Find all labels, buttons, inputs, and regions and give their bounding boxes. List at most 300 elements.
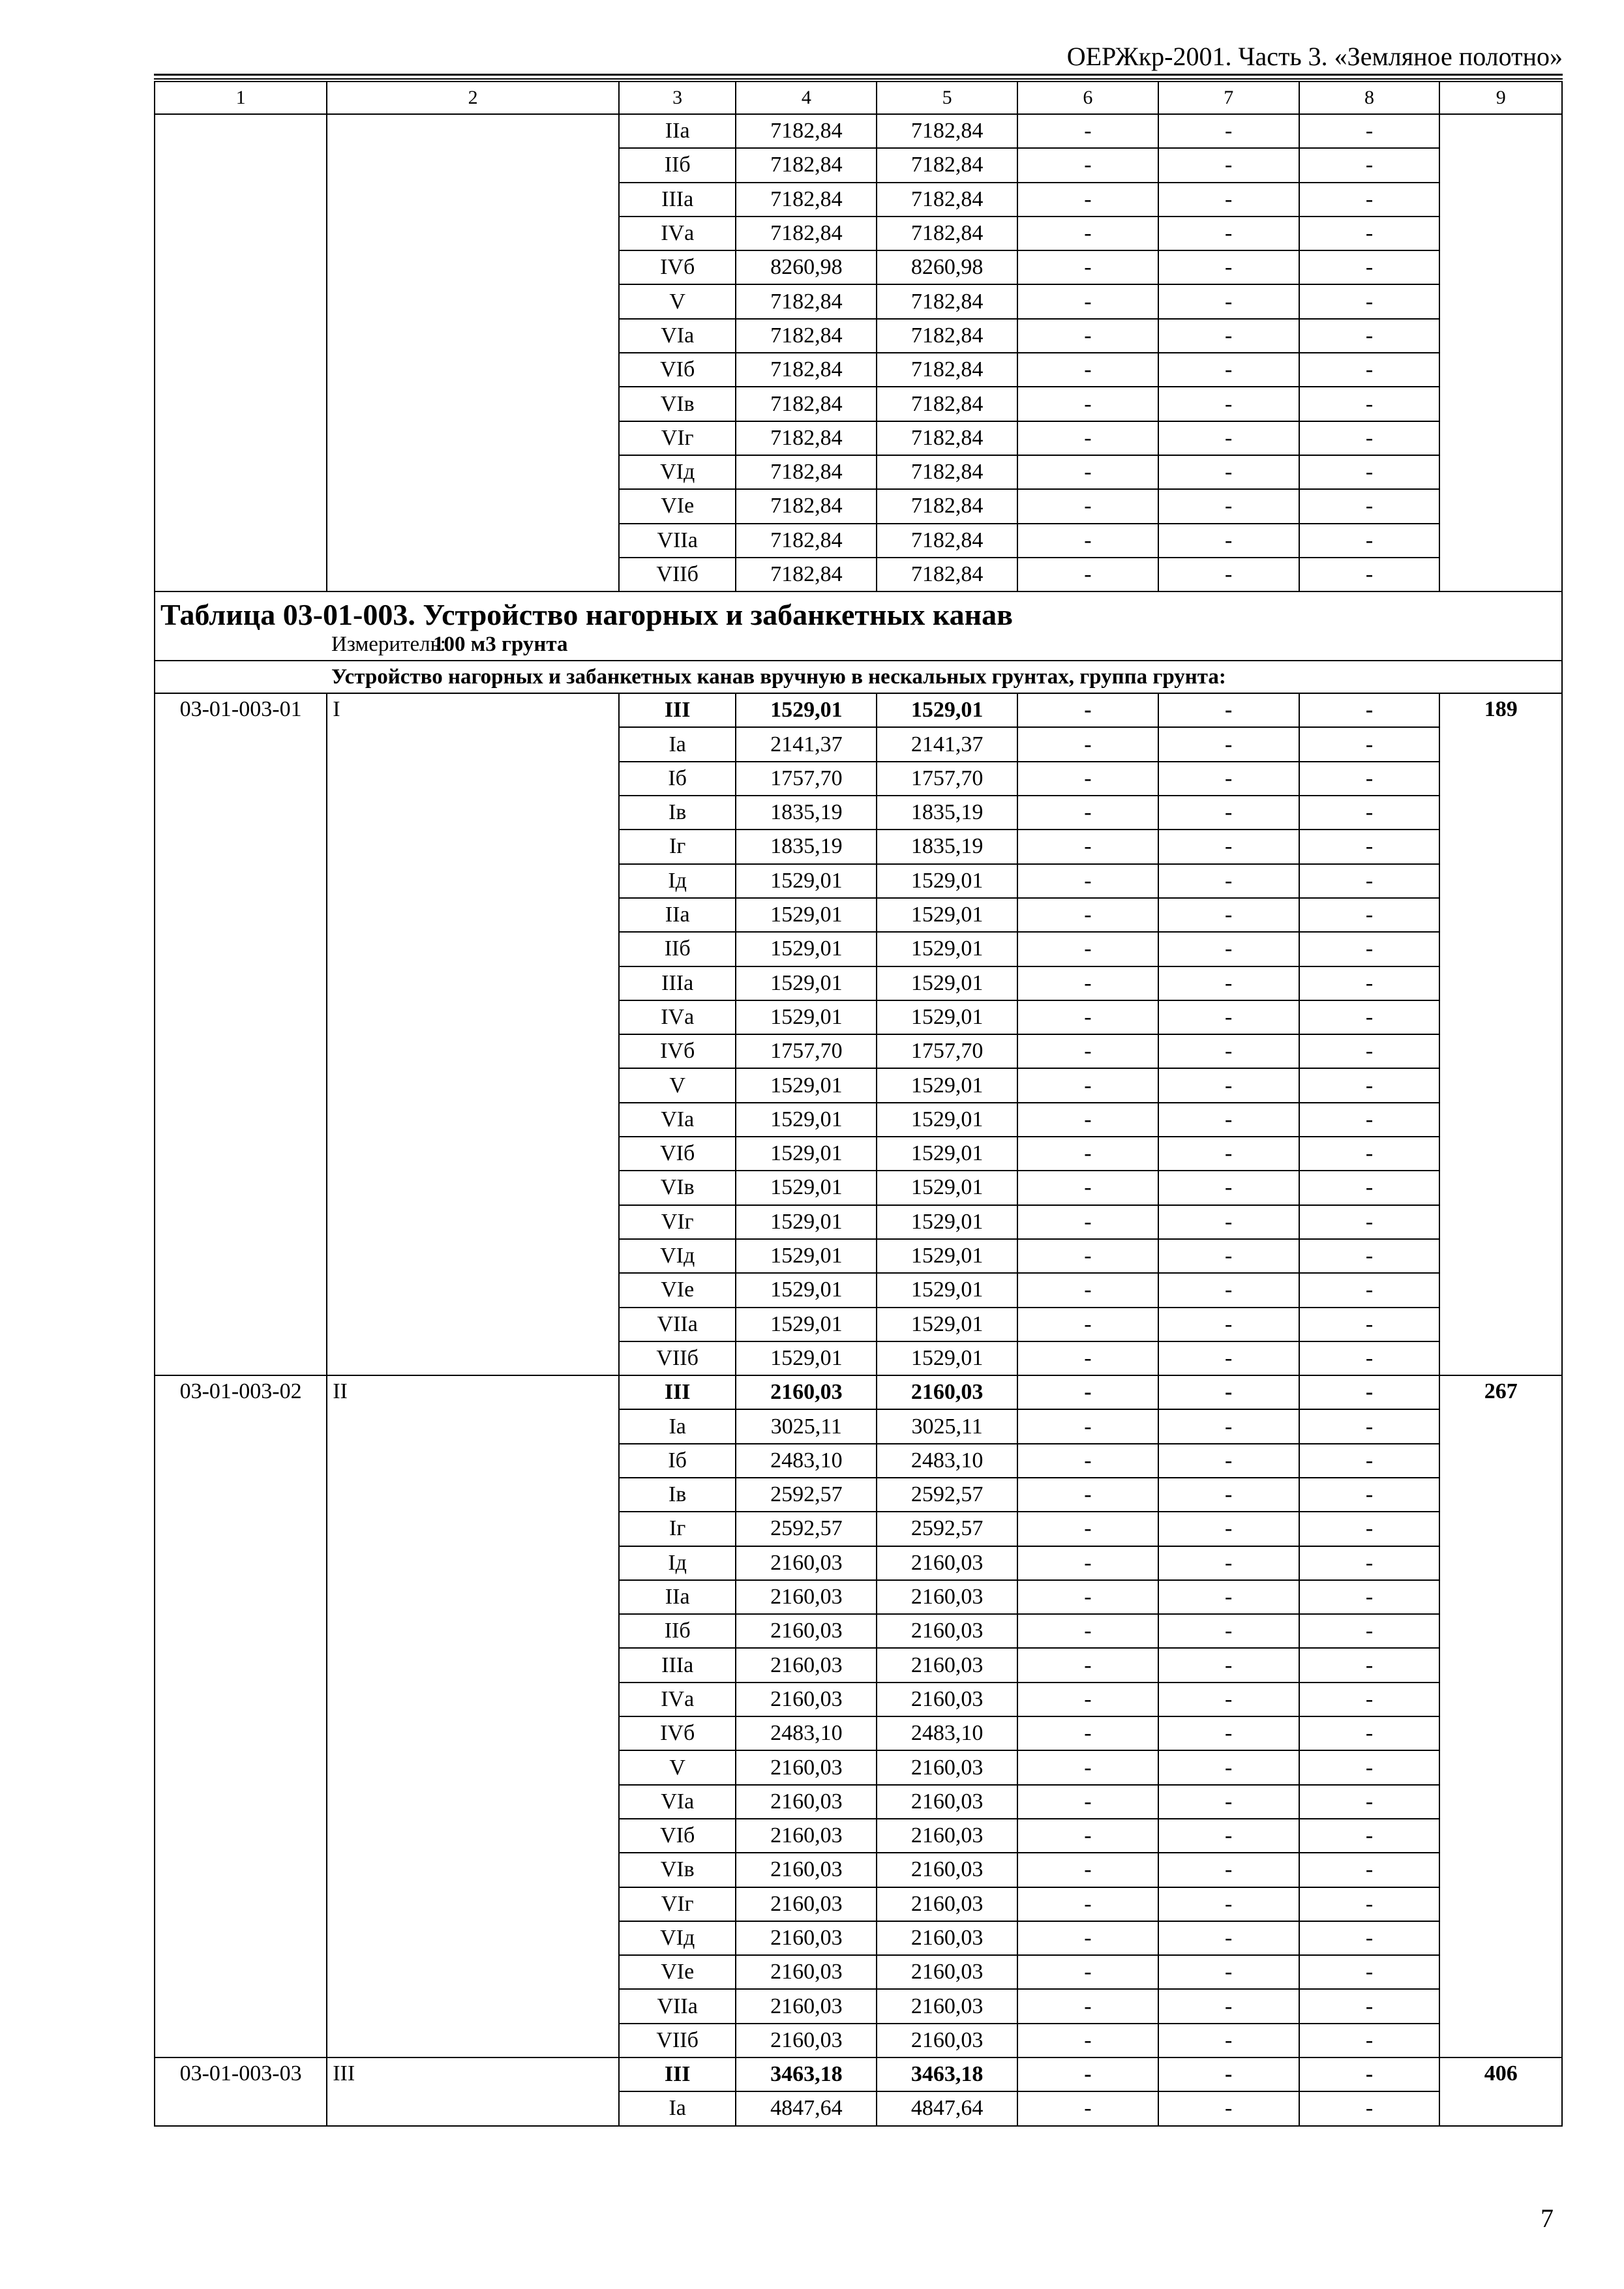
direct-cost-cell: 7182,84	[736, 489, 877, 523]
machine-cost-cell: -	[1017, 727, 1158, 761]
operator-wage-cell: -	[1158, 319, 1299, 353]
machine-cost-cell: -	[1017, 1341, 1158, 1375]
operator-wage-cell: -	[1158, 898, 1299, 932]
materials-cost-cell: -	[1299, 114, 1440, 148]
machine-cost-cell: -	[1017, 1409, 1158, 1443]
direct-cost-cell: 7182,84	[736, 353, 877, 387]
resource-category-cell: VIд	[619, 1239, 736, 1273]
measure-label: Измеритель:	[331, 634, 446, 657]
operator-wage-cell: -	[1158, 1921, 1299, 1955]
machine-cost-cell: -	[1017, 1750, 1158, 1784]
operator-wage-cell: -	[1158, 1308, 1299, 1341]
materials-cost-cell: -	[1299, 1648, 1440, 1682]
direct-cost-cell: 2141,37	[736, 727, 877, 761]
operator-wage-cell: -	[1158, 830, 1299, 863]
resource-category-cell: V	[619, 1750, 736, 1784]
machine-cost-cell: -	[1017, 1853, 1158, 1887]
machine-cost-cell: -	[1017, 762, 1158, 796]
materials-cost-cell: -	[1299, 1614, 1440, 1648]
resource-category-cell: V	[619, 284, 736, 318]
machine-cost-cell: -	[1017, 148, 1158, 182]
direct-cost-cell: 1529,01	[736, 1103, 877, 1137]
wage-cost-cell: 2160,03	[877, 1580, 1017, 1614]
wage-cost-cell: 2160,03	[877, 1819, 1017, 1853]
header-rule	[154, 74, 1563, 76]
machine-cost-cell: -	[1017, 1683, 1158, 1716]
code-cell: 03-01-003-03	[155, 2057, 327, 2126]
resource-category-cell: IIIа	[619, 966, 736, 1000]
operator-wage-cell: -	[1158, 1068, 1299, 1102]
materials-cost-cell: -	[1299, 1853, 1440, 1887]
resource-category-cell: IIа	[619, 114, 736, 148]
machine-cost-cell: -	[1017, 693, 1158, 727]
machine-cost-cell: -	[1017, 1375, 1158, 1409]
direct-cost-cell: 1529,01	[736, 1000, 877, 1034]
direct-cost-cell: 7182,84	[736, 148, 877, 182]
wage-cost-cell: 7182,84	[877, 148, 1017, 182]
wage-cost-cell: 7182,84	[877, 353, 1017, 387]
resource-category-cell: IVа	[619, 1683, 736, 1716]
direct-cost-cell: 7182,84	[736, 319, 877, 353]
machine-cost-cell: -	[1017, 1171, 1158, 1204]
wage-cost-cell: 1529,01	[877, 1341, 1017, 1375]
wage-cost-cell: 2160,03	[877, 1785, 1017, 1819]
wage-cost-cell: 7182,84	[877, 183, 1017, 217]
materials-cost-cell: -	[1299, 2057, 1440, 2091]
resource-category-cell: VIа	[619, 1103, 736, 1137]
wage-cost-cell: 2160,03	[877, 1921, 1017, 1955]
direct-cost-cell: 2160,03	[736, 1819, 877, 1853]
operator-wage-cell: -	[1158, 114, 1299, 148]
wage-cost-cell: 1529,01	[877, 864, 1017, 898]
resource-category-cell: VIа	[619, 1785, 736, 1819]
materials-cost-cell: -	[1299, 830, 1440, 863]
machine-cost-cell: -	[1017, 1239, 1158, 1273]
direct-cost-cell: 3025,11	[736, 1409, 877, 1443]
machine-cost-cell: -	[1017, 217, 1158, 250]
page-header	[154, 38, 1563, 76]
direct-cost-cell: 7182,84	[736, 217, 877, 250]
resource-category-cell: Iг	[619, 1512, 736, 1546]
machine-cost-cell: -	[1017, 1512, 1158, 1546]
wage-cost-cell: 1529,01	[877, 1103, 1017, 1137]
wage-cost-cell: 2141,37	[877, 727, 1017, 761]
direct-cost-cell: 7182,84	[736, 114, 877, 148]
operator-wage-cell: -	[1158, 796, 1299, 830]
direct-cost-cell: 1529,01	[736, 932, 877, 966]
machine-cost-cell: -	[1017, 421, 1158, 455]
resource-category-cell: VIб	[619, 353, 736, 387]
operator-wage-cell: -	[1158, 1171, 1299, 1204]
machine-cost-cell: -	[1017, 1444, 1158, 1478]
wage-cost-cell: 2160,03	[877, 1375, 1017, 1409]
wage-cost-cell: 2160,03	[877, 1989, 1017, 2023]
resource-category-cell: V	[619, 1068, 736, 1102]
resource-category-cell: Iа	[619, 2091, 736, 2125]
wage-cost-cell: 1529,01	[877, 1239, 1017, 1273]
resource-category-cell: VIв	[619, 387, 736, 421]
direct-cost-cell: 2160,03	[736, 1683, 877, 1716]
resource-category-cell: VIг	[619, 1205, 736, 1239]
group-cell: I	[327, 693, 619, 1375]
direct-cost-cell: 7182,84	[736, 558, 877, 591]
operator-wage-cell: -	[1158, 1034, 1299, 1068]
wage-cost-cell: 2160,03	[877, 1546, 1017, 1580]
table-row	[155, 1375, 1562, 1409]
materials-cost-cell: -	[1299, 898, 1440, 932]
wage-cost-cell: 2483,10	[877, 1716, 1017, 1750]
wage-cost-cell: 1529,01	[877, 966, 1017, 1000]
wage-cost-cell: 7182,84	[877, 524, 1017, 558]
materials-cost-cell: -	[1299, 1000, 1440, 1034]
operator-wage-cell: -	[1158, 1614, 1299, 1648]
materials-cost-cell: -	[1299, 1068, 1440, 1102]
direct-cost-cell: 1529,01	[736, 1308, 877, 1341]
resource-category-cell: Iв	[619, 1478, 736, 1512]
column-number: 1	[155, 82, 327, 114]
resource-category-cell: Iг	[619, 830, 736, 863]
operator-wage-cell: -	[1158, 1375, 1299, 1409]
operator-wage-cell: -	[1158, 1512, 1299, 1546]
machine-cost-cell: -	[1017, 1819, 1158, 1853]
group-cell	[327, 114, 619, 591]
operator-wage-cell: -	[1158, 1478, 1299, 1512]
resource-category-cell: VIв	[619, 1853, 736, 1887]
operator-wage-cell: -	[1158, 148, 1299, 182]
direct-cost-cell: 8260,98	[736, 250, 877, 284]
operator-wage-cell: -	[1158, 727, 1299, 761]
resource-category-cell: IIа	[619, 1580, 736, 1614]
operator-wage-cell: -	[1158, 1409, 1299, 1443]
direct-cost-cell: 2160,03	[736, 1614, 877, 1648]
wage-cost-cell: 1835,19	[877, 830, 1017, 863]
resource-category-cell: VIIб	[619, 2024, 736, 2057]
measure-value: 100 м3 грунта	[433, 634, 568, 657]
column-number: 3	[619, 82, 736, 114]
price-cell: 406	[1439, 2057, 1562, 2126]
machine-cost-cell: -	[1017, 250, 1158, 284]
operator-wage-cell: -	[1158, 1444, 1299, 1478]
materials-cost-cell: -	[1299, 250, 1440, 284]
wage-cost-cell: 2160,03	[877, 1750, 1017, 1784]
materials-cost-cell: -	[1299, 455, 1440, 489]
column-number: 9	[1439, 82, 1562, 114]
price-cell: 267	[1439, 1375, 1562, 2057]
machine-cost-cell: -	[1017, 558, 1158, 591]
materials-cost-cell: -	[1299, 217, 1440, 250]
materials-cost-cell: -	[1299, 727, 1440, 761]
direct-cost-cell: 7182,84	[736, 421, 877, 455]
price-cell	[1439, 114, 1562, 591]
resource-category-cell: III	[619, 693, 736, 727]
machine-cost-cell: -	[1017, 1580, 1158, 1614]
machine-cost-cell: -	[1017, 2024, 1158, 2057]
resource-category-cell: VIе	[619, 1273, 736, 1307]
column-number: 7	[1158, 82, 1299, 114]
wage-cost-cell: 2592,57	[877, 1478, 1017, 1512]
resource-category-cell: VIб	[619, 1819, 736, 1853]
page-number: 7	[1541, 2204, 1554, 2233]
operator-wage-cell: -	[1158, 1205, 1299, 1239]
direct-cost-cell: 1529,01	[736, 1273, 877, 1307]
table-row	[155, 114, 1562, 148]
materials-cost-cell: -	[1299, 1819, 1440, 1853]
materials-cost-cell: -	[1299, 762, 1440, 796]
operator-wage-cell: -	[1158, 353, 1299, 387]
direct-cost-cell: 3463,18	[736, 2057, 877, 2091]
machine-cost-cell: -	[1017, 1955, 1158, 1989]
column-number: 4	[736, 82, 877, 114]
code-cell	[155, 114, 327, 591]
wage-cost-cell: 3025,11	[877, 1409, 1017, 1443]
wage-cost-cell: 1529,01	[877, 693, 1017, 727]
wage-cost-cell: 7182,84	[877, 387, 1017, 421]
machine-cost-cell: -	[1017, 353, 1158, 387]
operator-wage-cell: -	[1158, 2091, 1299, 2125]
wage-cost-cell: 2483,10	[877, 1444, 1017, 1478]
operator-wage-cell: -	[1158, 2024, 1299, 2057]
wage-cost-cell: 1529,01	[877, 898, 1017, 932]
resource-category-cell: VIд	[619, 1921, 736, 1955]
direct-cost-cell: 2160,03	[736, 1580, 877, 1614]
wage-cost-cell: 2160,03	[877, 1853, 1017, 1887]
materials-cost-cell: -	[1299, 1239, 1440, 1273]
materials-cost-cell: -	[1299, 1512, 1440, 1546]
materials-cost-cell: -	[1299, 1478, 1440, 1512]
resource-category-cell: Iв	[619, 796, 736, 830]
machine-cost-cell: -	[1017, 489, 1158, 523]
section-description: Устройство нагорных и забанкетных канав вручную в нескальных грунтах, группа грунта:	[155, 661, 1562, 693]
wage-cost-cell: 1529,01	[877, 932, 1017, 966]
materials-cost-cell: -	[1299, 2024, 1440, 2057]
materials-cost-cell: -	[1299, 1034, 1440, 1068]
machine-cost-cell: -	[1017, 1648, 1158, 1682]
materials-cost-cell: -	[1299, 284, 1440, 318]
resource-category-cell: VIIа	[619, 1308, 736, 1341]
direct-cost-cell: 1529,01	[736, 864, 877, 898]
direct-cost-cell: 2592,57	[736, 1512, 877, 1546]
materials-cost-cell: -	[1299, 183, 1440, 217]
column-number: 5	[877, 82, 1017, 114]
machine-cost-cell: -	[1017, 1546, 1158, 1580]
operator-wage-cell: -	[1158, 1853, 1299, 1887]
operator-wage-cell: -	[1158, 1580, 1299, 1614]
materials-cost-cell: -	[1299, 1375, 1440, 1409]
materials-cost-cell: -	[1299, 1580, 1440, 1614]
machine-cost-cell: -	[1017, 1887, 1158, 1921]
materials-cost-cell: -	[1299, 1785, 1440, 1819]
measure-row	[155, 634, 1562, 661]
operator-wage-cell: -	[1158, 1239, 1299, 1273]
group-cell: II	[327, 1375, 619, 2057]
resource-category-cell: VIв	[619, 1171, 736, 1204]
machine-cost-cell: -	[1017, 932, 1158, 966]
materials-cost-cell: -	[1299, 1171, 1440, 1204]
wage-cost-cell: 1529,01	[877, 1137, 1017, 1171]
operator-wage-cell: -	[1158, 1785, 1299, 1819]
group-cell: III	[327, 2057, 619, 2126]
operator-wage-cell: -	[1158, 1750, 1299, 1784]
materials-cost-cell: -	[1299, 558, 1440, 591]
column-number: 2	[327, 82, 619, 114]
wage-cost-cell: 8260,98	[877, 250, 1017, 284]
materials-cost-cell: -	[1299, 1546, 1440, 1580]
direct-cost-cell: 1529,01	[736, 1205, 877, 1239]
direct-cost-cell: 4847,64	[736, 2091, 877, 2125]
wage-cost-cell: 7182,84	[877, 217, 1017, 250]
operator-wage-cell: -	[1158, 1716, 1299, 1750]
operator-wage-cell: -	[1158, 250, 1299, 284]
operator-wage-cell: -	[1158, 558, 1299, 591]
direct-cost-cell: 1529,01	[736, 966, 877, 1000]
materials-cost-cell: -	[1299, 966, 1440, 1000]
resource-category-cell: IIIа	[619, 1648, 736, 1682]
materials-cost-cell: -	[1299, 796, 1440, 830]
wage-cost-cell: 2160,03	[877, 1683, 1017, 1716]
price-cell: 189	[1439, 693, 1562, 1375]
resource-category-cell: VIе	[619, 489, 736, 523]
direct-cost-cell: 2160,03	[736, 1750, 877, 1784]
materials-cost-cell: -	[1299, 1205, 1440, 1239]
operator-wage-cell: -	[1158, 1683, 1299, 1716]
wage-cost-cell: 7182,84	[877, 114, 1017, 148]
resource-category-cell: VIд	[619, 455, 736, 489]
resource-category-cell: IIб	[619, 148, 736, 182]
wage-cost-cell: 1529,01	[877, 1273, 1017, 1307]
materials-cost-cell: -	[1299, 353, 1440, 387]
direct-cost-cell: 2160,03	[736, 1887, 877, 1921]
operator-wage-cell: -	[1158, 387, 1299, 421]
section-description-row	[155, 661, 1562, 693]
materials-cost-cell: -	[1299, 1921, 1440, 1955]
materials-cost-cell: -	[1299, 1989, 1440, 2023]
resource-category-cell: VIе	[619, 1955, 736, 1989]
machine-cost-cell: -	[1017, 898, 1158, 932]
operator-wage-cell: -	[1158, 1137, 1299, 1171]
materials-cost-cell: -	[1299, 1409, 1440, 1443]
direct-cost-cell: 2160,03	[736, 1648, 877, 1682]
direct-cost-cell: 7182,84	[736, 524, 877, 558]
wage-cost-cell: 2160,03	[877, 1648, 1017, 1682]
machine-cost-cell: -	[1017, 183, 1158, 217]
operator-wage-cell: -	[1158, 183, 1299, 217]
direct-cost-cell: 1757,70	[736, 1034, 877, 1068]
operator-wage-cell: -	[1158, 489, 1299, 523]
direct-cost-cell: 2160,03	[736, 1989, 877, 2023]
resource-category-cell: IIIа	[619, 183, 736, 217]
machine-cost-cell: -	[1017, 524, 1158, 558]
table-row	[155, 693, 1562, 727]
table-title: Таблица 03-01-003. Устройство нагорных и забанкетных канав	[155, 591, 1562, 634]
machine-cost-cell: -	[1017, 2057, 1158, 2091]
materials-cost-cell: -	[1299, 1273, 1440, 1307]
direct-cost-cell: 7182,84	[736, 387, 877, 421]
machine-cost-cell: -	[1017, 796, 1158, 830]
materials-cost-cell: -	[1299, 1341, 1440, 1375]
wage-cost-cell: 7182,84	[877, 421, 1017, 455]
direct-cost-cell: 1835,19	[736, 796, 877, 830]
machine-cost-cell: -	[1017, 966, 1158, 1000]
operator-wage-cell: -	[1158, 524, 1299, 558]
materials-cost-cell: -	[1299, 1103, 1440, 1137]
machine-cost-cell: -	[1017, 864, 1158, 898]
wage-cost-cell: 7182,84	[877, 319, 1017, 353]
operator-wage-cell: -	[1158, 1887, 1299, 1921]
resource-category-cell: Iа	[619, 1409, 736, 1443]
resource-category-cell: VIIб	[619, 558, 736, 591]
operator-wage-cell: -	[1158, 1341, 1299, 1375]
code-cell: 03-01-003-01	[155, 693, 327, 1375]
resource-category-cell: Iд	[619, 1546, 736, 1580]
operator-wage-cell: -	[1158, 1546, 1299, 1580]
direct-cost-cell: 7182,84	[736, 455, 877, 489]
operator-wage-cell: -	[1158, 1648, 1299, 1682]
machine-cost-cell: -	[1017, 830, 1158, 863]
direct-cost-cell: 2160,03	[736, 1921, 877, 1955]
machine-cost-cell: -	[1017, 1034, 1158, 1068]
materials-cost-cell: -	[1299, 1716, 1440, 1750]
machine-cost-cell: -	[1017, 1921, 1158, 1955]
resource-category-cell: III	[619, 1375, 736, 1409]
machine-cost-cell: -	[1017, 1308, 1158, 1341]
operator-wage-cell: -	[1158, 1000, 1299, 1034]
machine-cost-cell: -	[1017, 1989, 1158, 2023]
resource-category-cell: Iд	[619, 864, 736, 898]
operator-wage-cell: -	[1158, 864, 1299, 898]
wage-cost-cell: 1529,01	[877, 1205, 1017, 1239]
materials-cost-cell: -	[1299, 932, 1440, 966]
wage-cost-cell: 3463,18	[877, 2057, 1017, 2091]
resource-category-cell: IVа	[619, 1000, 736, 1034]
materials-cost-cell: -	[1299, 524, 1440, 558]
resource-category-cell: IVб	[619, 1716, 736, 1750]
wage-cost-cell: 4847,64	[877, 2091, 1017, 2125]
resource-category-cell: III	[619, 2057, 736, 2091]
resource-category-cell: VIIа	[619, 1989, 736, 2023]
operator-wage-cell: -	[1158, 1103, 1299, 1137]
resource-category-cell: IVб	[619, 250, 736, 284]
operator-wage-cell: -	[1158, 1955, 1299, 1989]
column-number: 6	[1017, 82, 1158, 114]
wage-cost-cell: 2160,03	[877, 2024, 1017, 2057]
operator-wage-cell: -	[1158, 1273, 1299, 1307]
resource-category-cell: IVб	[619, 1034, 736, 1068]
operator-wage-cell: -	[1158, 1989, 1299, 2023]
operator-wage-cell: -	[1158, 762, 1299, 796]
materials-cost-cell: -	[1299, 319, 1440, 353]
materials-cost-cell: -	[1299, 1750, 1440, 1784]
materials-cost-cell: -	[1299, 693, 1440, 727]
column-number-row	[155, 82, 1562, 114]
materials-cost-cell: -	[1299, 2091, 1440, 2125]
wage-cost-cell: 2160,03	[877, 1614, 1017, 1648]
direct-cost-cell: 1757,70	[736, 762, 877, 796]
wage-cost-cell: 1757,70	[877, 762, 1017, 796]
operator-wage-cell: -	[1158, 2057, 1299, 2091]
direct-cost-cell: 2160,03	[736, 1853, 877, 1887]
machine-cost-cell: -	[1017, 1273, 1158, 1307]
code-cell: 03-01-003-02	[155, 1375, 327, 2057]
wage-cost-cell: 1835,19	[877, 796, 1017, 830]
materials-cost-cell: -	[1299, 148, 1440, 182]
direct-cost-cell: 1529,01	[736, 1341, 877, 1375]
machine-cost-cell: -	[1017, 1068, 1158, 1102]
wage-cost-cell: 7182,84	[877, 489, 1017, 523]
document-title: ОЕРЖкр-2001. Часть 3. «Земляное полотно»	[1066, 42, 1563, 71]
direct-cost-cell: 2160,03	[736, 1785, 877, 1819]
wage-cost-cell: 7182,84	[877, 284, 1017, 318]
wage-cost-cell: 7182,84	[877, 558, 1017, 591]
